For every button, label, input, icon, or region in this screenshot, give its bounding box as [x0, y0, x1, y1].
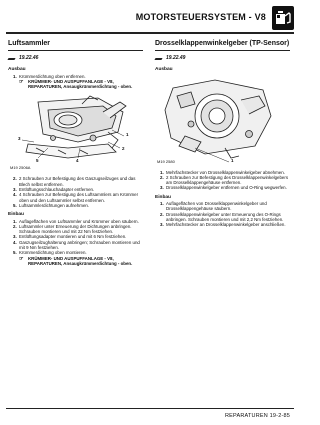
figure-callout: 1 — [231, 157, 234, 163]
step-text: Mehrfachstecker an Drosselklappenwinkelgeber anschließen. — [166, 222, 286, 228]
step-number: 2. — [13, 176, 17, 182]
step-number: 2. — [160, 174, 164, 180]
section-title-tp-sensor: Drosselklappenwinkelgeber (TP-Sensor) — [155, 40, 290, 47]
pointing-hand-icon — [19, 79, 28, 90]
step-text: Drosselklappenwinkelgeber entfernen und O-Ring wegwerfen. — [166, 185, 287, 191]
footer-divider — [6, 408, 294, 409]
step — [13, 176, 143, 187]
step-number: 3. — [13, 234, 17, 240]
wrench-ref-icon — [8, 57, 16, 61]
cross-reference[interactable] — [19, 79, 143, 90]
step-text: Krümmerdichtung oben montieren. — [19, 250, 87, 256]
step — [13, 224, 143, 235]
step — [160, 175, 290, 186]
figure-callout: 5 — [36, 158, 39, 164]
figure-callout: 1 — [126, 132, 129, 138]
step-text: 4 Schrauben zur Befestigung des Luftsammlers am Krümmer oben und den Luftsammler selbst entfernen. — [19, 192, 139, 203]
left-column — [8, 40, 143, 266]
step-number: 5. — [13, 250, 17, 256]
step-number: 3. — [160, 185, 164, 191]
page-footer: REPARATUREN 19-2-85 — [224, 413, 290, 419]
step-number: 3. — [160, 222, 164, 228]
step-text: 2 Schrauben zur Befestigung des Drosselklappenwinkelgebers am Drosselklappengehäuse entfernen. — [166, 174, 289, 186]
section-divider — [8, 50, 143, 51]
step-number: 1. — [13, 73, 17, 79]
step-number: 1. — [160, 201, 164, 207]
wrench-ref-icon — [155, 57, 163, 61]
step-text: Gaszugseilzughalterung anbringen; Schrauben montieren und mit 9 Nm festziehen. — [19, 239, 140, 251]
step-number: 2. — [160, 211, 164, 217]
step — [13, 240, 143, 251]
repair-ref-code: 19.22.49 — [166, 55, 186, 61]
repair-ref — [155, 56, 290, 61]
step-number: 3. — [13, 187, 17, 193]
step-number: 4. — [13, 239, 17, 245]
manifold-drawing — [8, 92, 136, 172]
cross-reference-text[interactable]: KRÜMMER- UND AUSPUFFANLAGE - V8, REPARATUREN, Ansaugkrümmerdichtung - oben. — [28, 78, 133, 90]
step — [13, 192, 143, 203]
engine-fuel-icon — [272, 6, 294, 30]
figure-code: M19 2506A — [10, 165, 31, 171]
figure-callout: 3 — [18, 136, 21, 142]
step-text: Auflageflächen von Drosselklappenwinkelgeber und Drosselklappengehäuse säubern. — [166, 201, 267, 212]
figure-callout: 4 — [76, 158, 79, 164]
ausbau-heading: Ausbau — [8, 67, 26, 73]
right-column — [155, 40, 290, 228]
step — [160, 222, 290, 227]
einbau-heading: Einbau — [8, 212, 24, 218]
cross-reference-text[interactable]: KRÜMMER- UND AUSPUFFANLAGE - V8, REPARATUREN, Ansaugkrümmerdichtung - oben. — [28, 255, 133, 266]
step-text: 2 Schrauben zur Befestigung des Gaszugseilzuges und das Blech selbst entfernen. — [19, 176, 136, 187]
illustration-tp-sensor — [155, 76, 283, 166]
step — [13, 203, 143, 208]
step-text: Entlüftungsadapter montieren und mit 6 Nm festziehen. — [19, 234, 127, 240]
step-number: 1. — [160, 169, 164, 175]
step-text: Drosselklappenwinkelgeber unter Erneuerung des O-Rings anbringen. Schrauben montieren und mit 2,2 Nm festziehen. — [166, 211, 284, 222]
step-number: 5. — [13, 202, 17, 208]
step — [160, 185, 290, 190]
repair-ref — [8, 56, 143, 61]
step-number: 2. — [13, 223, 17, 229]
step-text: Mehrfachstecker von Drosselklappenwinkelgeber abnehmen. — [166, 169, 285, 175]
step — [160, 201, 290, 212]
step-text: Luftsammler unter Erneuerung der Dichtungen anbringen. Schrauben montieren und mit 22 Nm festziehen. — [19, 223, 132, 235]
step-text: Entlüftungsschlauchadapter entfernen. — [19, 187, 95, 193]
page-header — [6, 4, 294, 34]
figure-code: M19 2580 — [157, 158, 175, 164]
repair-ref-code: 19.22.46 — [19, 55, 39, 61]
step-number: 1. — [13, 218, 17, 224]
throttle-body-drawing — [155, 76, 283, 166]
step-number: 4. — [13, 192, 17, 198]
step-text: Luftsammlerdichtungen aufnehmen. — [19, 202, 90, 208]
figure-callout: 2 — [122, 146, 125, 152]
ausbau-heading: Ausbau — [155, 67, 173, 73]
header-title: MOTORSTEUERSYSTEM - V8 — [135, 12, 266, 22]
cross-reference[interactable] — [19, 256, 143, 267]
einbau-heading: Einbau — [155, 194, 171, 200]
step-text: Auflageflächen von Luftsammler und Krümmer oben säubern. — [19, 218, 139, 224]
step-text: Krümmerdichtung oben entfernen. — [19, 73, 86, 79]
step — [160, 212, 290, 223]
pointing-hand-icon — [19, 256, 28, 267]
section-title-luftsammler: Luftsammler — [8, 40, 51, 47]
section-divider — [155, 50, 290, 51]
illustration-luftsammler — [8, 92, 136, 172]
